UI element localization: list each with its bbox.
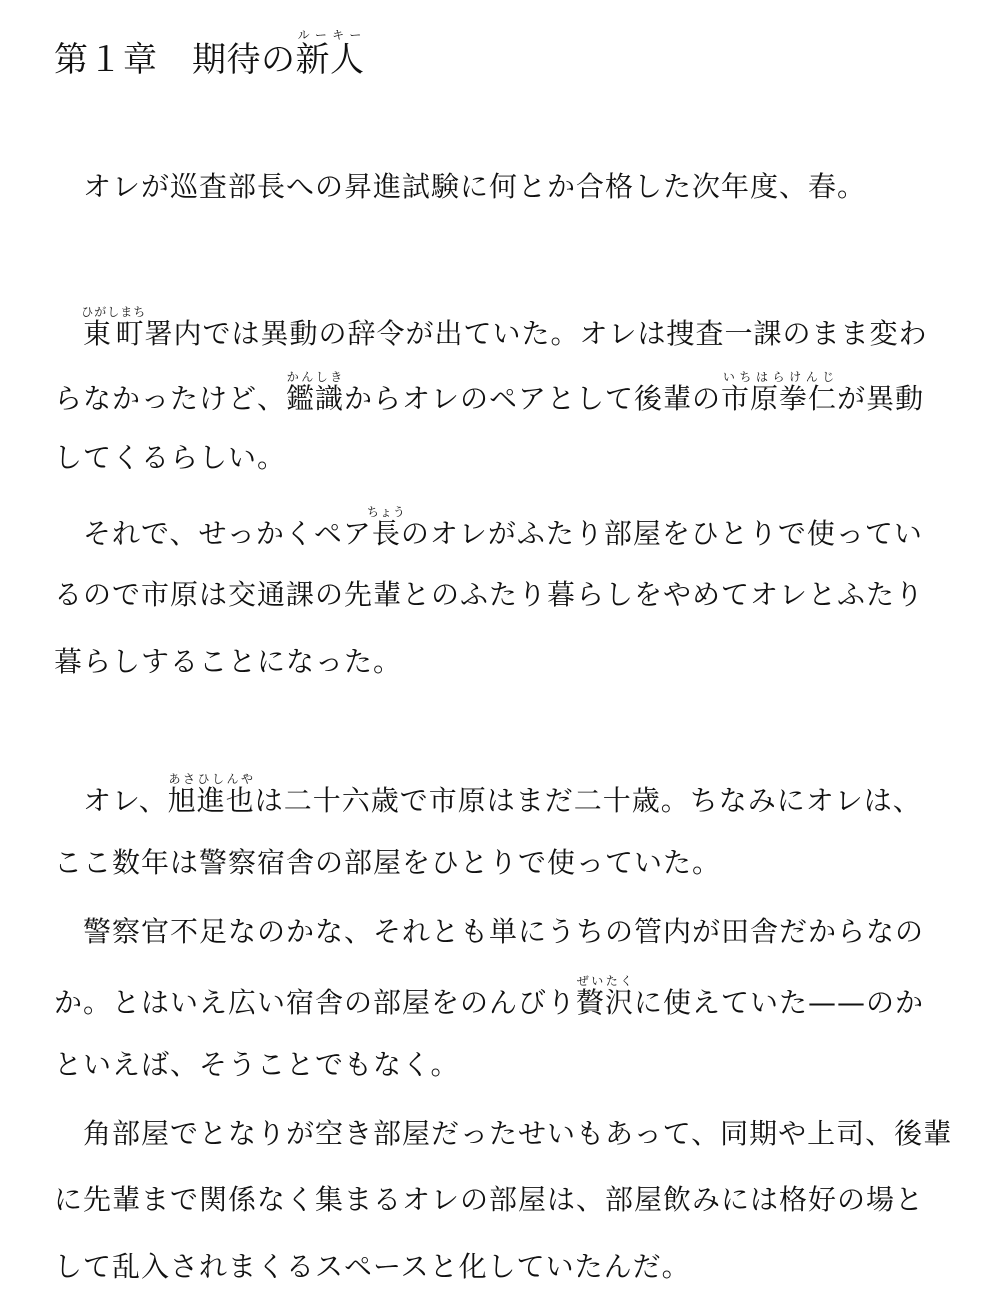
paragraph-line xyxy=(54,573,974,618)
paragraph-line xyxy=(54,505,974,557)
line-text: は二十六歳で市原はまだ二十歳。ちなみにオレは、 xyxy=(254,784,922,817)
ruby-reading: あさひしんや xyxy=(167,772,255,786)
paragraph-line xyxy=(54,640,974,685)
line-text: 署内では異動の辞令が出ていた。オレは捜査一課のまま変わ xyxy=(144,317,928,350)
ruby-base: 旭進也 xyxy=(167,784,255,817)
line-text: らなかったけど、 xyxy=(54,382,287,415)
line-text: からオレのペアとして後輩の xyxy=(344,382,722,415)
ruby-word xyxy=(366,505,406,550)
line-text: か。とはいえ広い宿舎の部屋をのんびり xyxy=(54,986,577,1019)
ruby-base: 鑑識 xyxy=(286,382,345,415)
ruby-reading: いちはらけんじ xyxy=(721,370,838,384)
line-text: 暮らしすることになった。 xyxy=(54,645,403,678)
line-text: オレが巡査部長への昇進試験に何とか合格した次年度、春。 xyxy=(54,170,867,203)
ruby-base: 長 xyxy=(366,517,406,550)
ruby-base: 東町 xyxy=(81,317,147,350)
paragraph-line xyxy=(54,910,974,955)
line-text: ここ数年は警察宿舎の部屋をひとりで使っていた。 xyxy=(54,846,722,879)
ruby-word xyxy=(286,370,345,415)
ruby-reading: かんしき xyxy=(286,370,345,384)
paragraph-line xyxy=(54,436,974,481)
line-text: に使えていた——のか xyxy=(634,986,925,1019)
ruby-word xyxy=(81,305,147,350)
paragraph-line xyxy=(54,370,974,422)
paragraph-line xyxy=(54,841,974,886)
chapter-title-text: 第１章 期待の xyxy=(54,40,296,80)
line-text: るので市原は交通課の先輩とのふたり暮らしをやめてオレとふたり xyxy=(54,578,925,611)
ruby-word xyxy=(167,772,255,817)
ruby-base: 贅沢 xyxy=(576,986,635,1019)
ruby-word xyxy=(721,370,838,415)
ruby-base: 新人 xyxy=(295,40,365,80)
paragraph-line xyxy=(54,974,974,1026)
line-text: といえば、そうことでもなく。 xyxy=(54,1048,460,1081)
paragraph-line xyxy=(54,1112,974,1157)
ruby-reading: ルーキー xyxy=(295,28,365,42)
chapter-title xyxy=(54,28,365,85)
paragraph-line xyxy=(54,1178,974,1223)
ruby-reading: ひがしまち xyxy=(81,305,147,319)
paragraph-line xyxy=(54,1245,974,1290)
ruby-word xyxy=(576,974,635,1019)
chapter-title-ruby xyxy=(295,28,365,80)
line-text: 警察官不足なのかな、それとも単にうちの管内が田舎だからなの xyxy=(54,915,925,948)
paragraph-line xyxy=(54,1043,974,1088)
paragraph-line xyxy=(54,305,974,357)
line-text: して乱入されまくるスペースと化していたんだ。 xyxy=(54,1250,691,1283)
ruby-base: 市原拳仁 xyxy=(721,382,838,415)
line-text: それで、せっかくペア xyxy=(54,517,372,550)
paragraph-line xyxy=(54,165,974,210)
line-text: が異動 xyxy=(837,382,925,415)
ruby-reading: ちょう xyxy=(366,505,406,519)
line-text: に先輩まで関係なく集まるオレの部屋は、部屋飲みには格好の場と xyxy=(54,1183,925,1216)
ruby-reading: ぜいたく xyxy=(576,974,635,988)
line-text: オレ、 xyxy=(54,784,168,817)
line-text: 角部屋でとなりが空き部屋だったせいもあって、同期や上司、後輩 xyxy=(54,1117,953,1150)
line-indent xyxy=(54,317,83,350)
paragraph-line xyxy=(54,772,974,824)
line-text: してくるらしい。 xyxy=(54,441,287,474)
line-text: のオレがふたり部屋をひとりで使ってい xyxy=(400,517,923,550)
